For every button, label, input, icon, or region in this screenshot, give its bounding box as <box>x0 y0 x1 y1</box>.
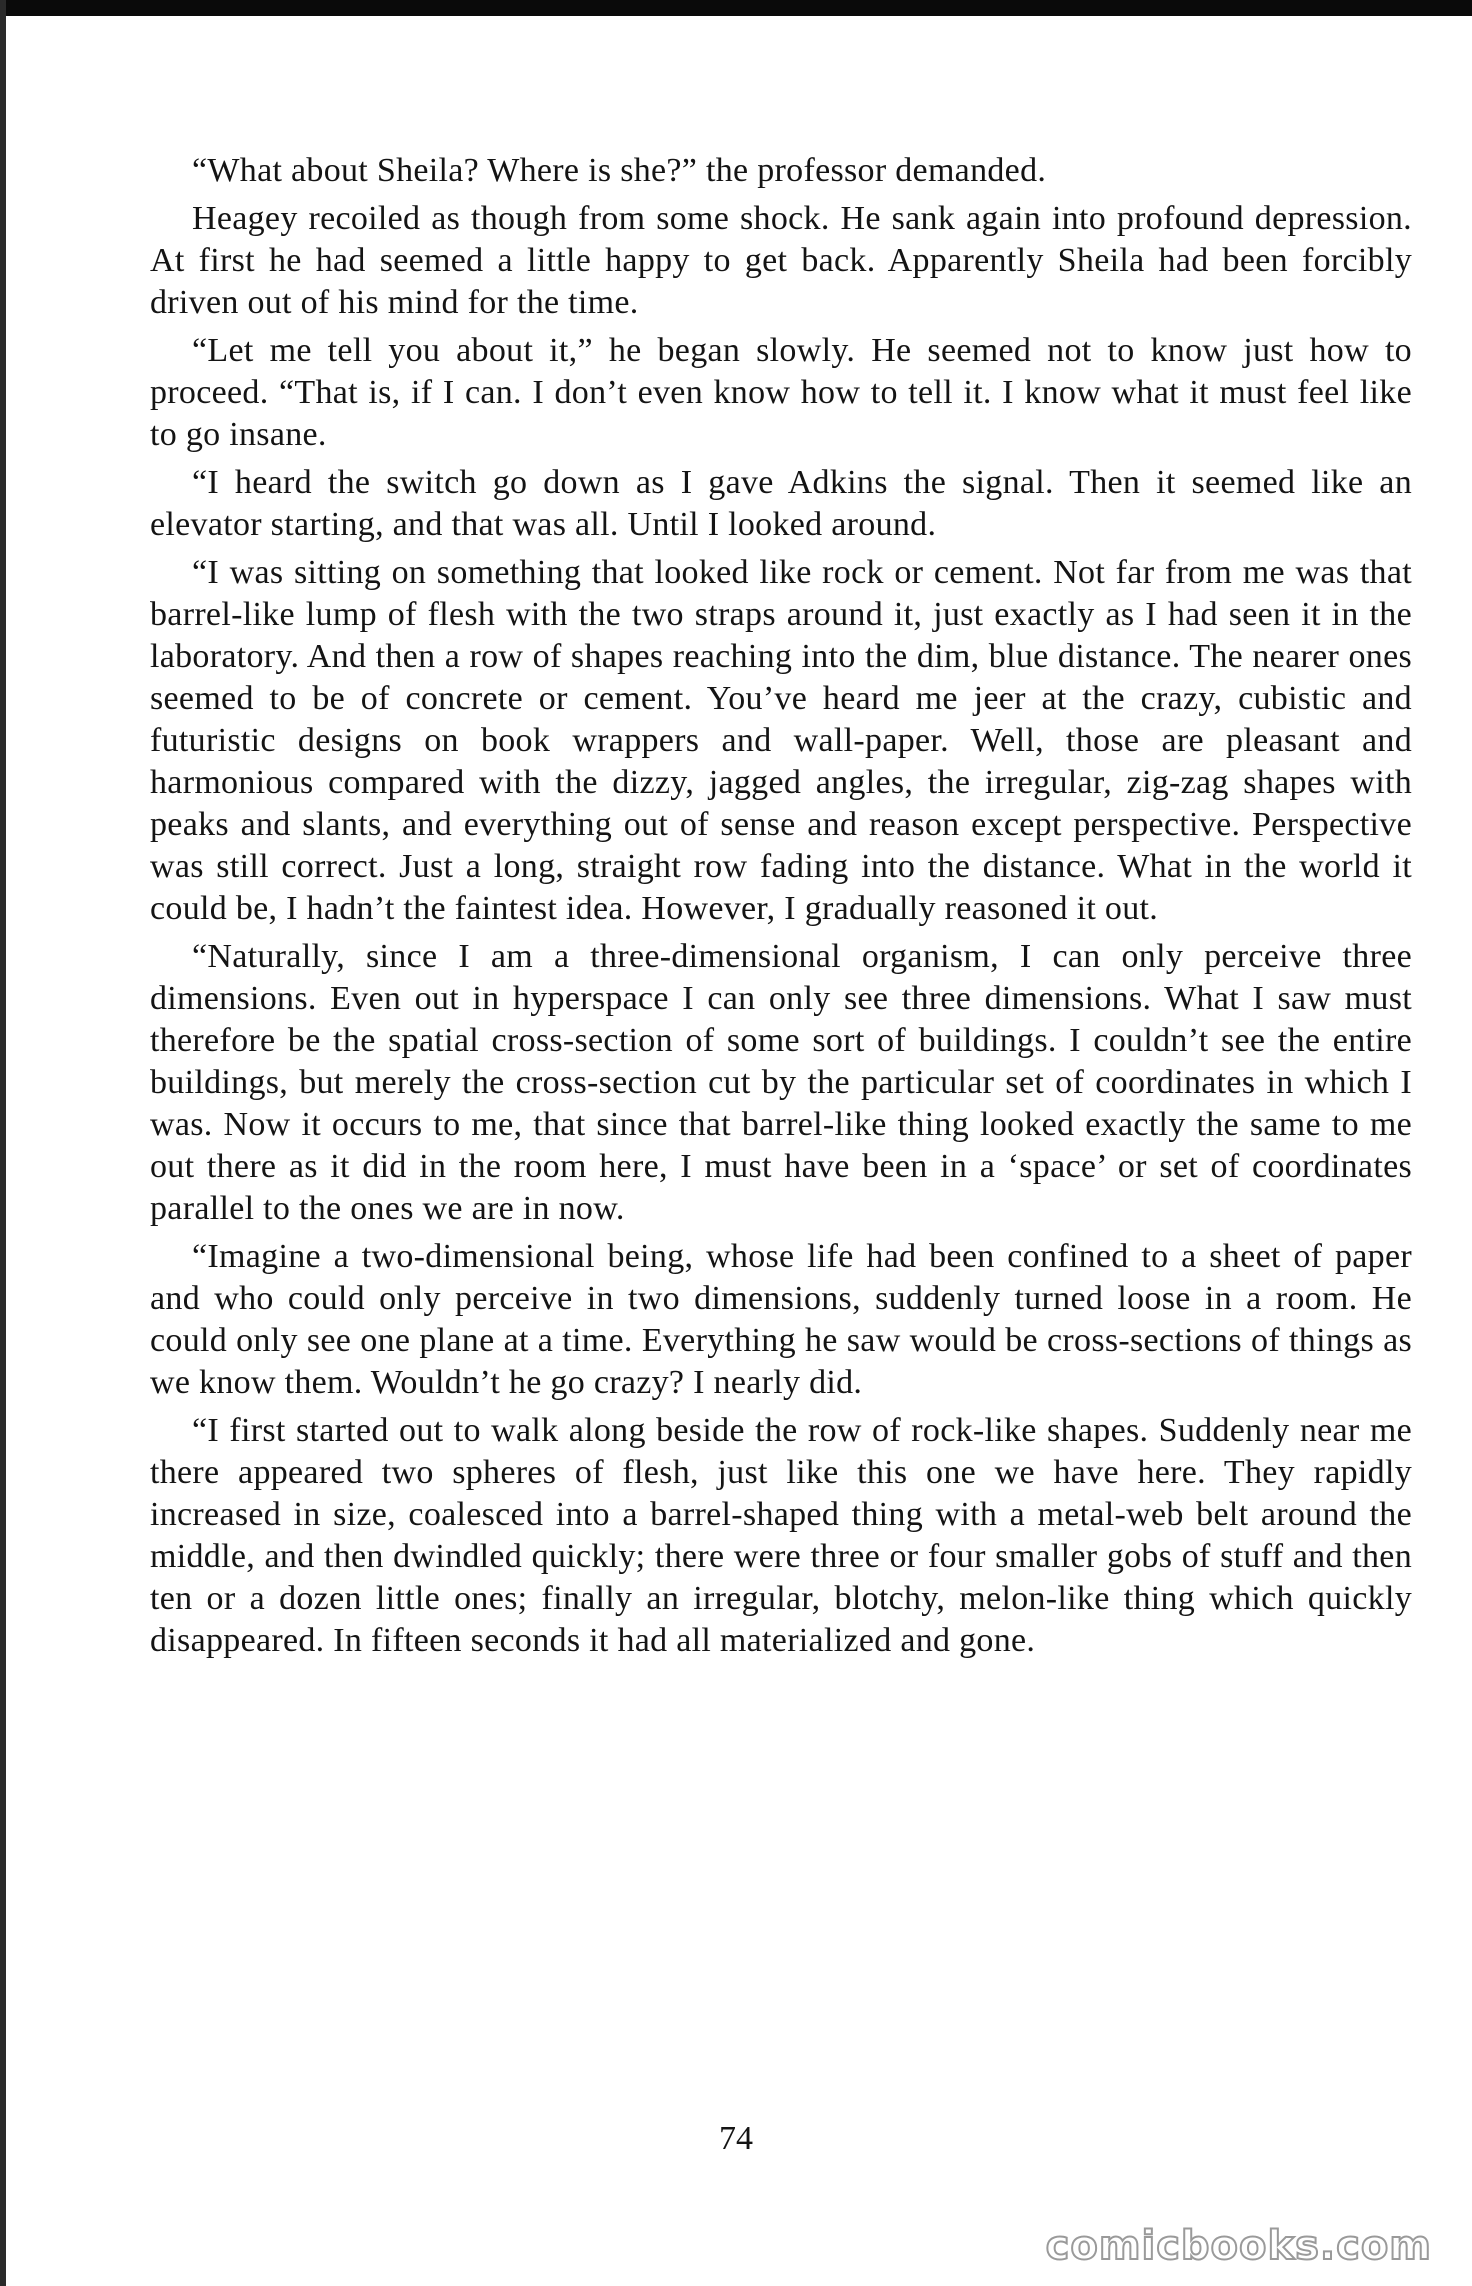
watermark: comicbooks.com <box>1045 2223 1432 2269</box>
paragraph-1: “What about Sheila? Where is she?” the professor demanded. <box>192 152 1047 189</box>
paragraph-8: “I first started out to walk along beside the row of rock-like shapes. Suddenly near me there appeared two spheres of flesh, just like this one we have here. They rapidly increased in size, coalesced into a barrel-shaped thing with a metal-web belt around the middle, and then dwindled quickly; there were three or four smaller gobs of stuff and then ten or a dozen little ones; finally an irregular, blotchy, melon-like thing which quickly disappeared. In fifteen seconds it had all materialized and gone. <box>150 1412 1412 1659</box>
paragraph-4: “I heard the switch go down as I gave Adkins the signal. Then it seemed like an elevator starting, and that was all. Until I looked around. <box>150 464 1412 543</box>
top-scan-border <box>0 0 1472 16</box>
paragraph-6: “Naturally, since I am a three-dimensional organism, I can only perceive three dimensions. Even out in hyperspace I can only see three dimensions. What I saw must therefore be the spatial cross-section of some sort of buildings. I couldn’t see the entire buildings, but merely the cross-section cut by the particular set of coordinates in which I was. Now it occurs to me, that since that barrel-like thing looked exactly the same to me out there as it did in the room here, I must have been in a ‘space’ or set of coordinates parallel to the ones we are in now. <box>150 938 1412 1227</box>
page-number: 74 <box>719 2120 753 2157</box>
paragraph-7: “Imagine a two-dimensional being, whose life had been confined to a sheet of paper and who could only perceive in two dimensions, suddenly turned loose in a room. He could only see one plane at a time. Everything he saw would be cross-sections of things as we know them. Wouldn’t he go crazy? I nearly did. <box>150 1238 1412 1401</box>
left-scan-border <box>0 0 6 2286</box>
body-text <box>150 150 1412 1668</box>
paragraph-3: “Let me tell you about it,” he began slowly. He seemed not to know just how to proceed. “That is, if I can. I don’t even know how to tell it. I know what it must feel like to go insane. <box>150 332 1412 453</box>
paragraph-2: Heagey recoiled as though from some shock. He sank again into profound depression. At first he had seemed a little happy to get back. Apparently Sheila had been forcibly driven out of his mind for the time. <box>150 200 1412 321</box>
paragraph-5: “I was sitting on something that looked like rock or cement. Not far from me was that barrel-like lump of flesh with the two straps around it, just exactly as I had seen it in the laboratory. And then a row of shapes reaching into the dim, blue distance. The nearer ones seemed to be of concrete or cement. You’ve heard me jeer at the crazy, cubistic and futuristic designs on book wrappers and wall-paper. Well, those are pleasant and harmonious compared with the dizzy, jagged angles, the irregular, zig-zag shapes with peaks and slants, and everything out of sense and reason except perspective. Perspective was still correct. Just a long, straight row fading into the distance. What in the world it could be, I hadn’t the faintest idea. However, I gradually reasoned it out. <box>150 554 1412 927</box>
